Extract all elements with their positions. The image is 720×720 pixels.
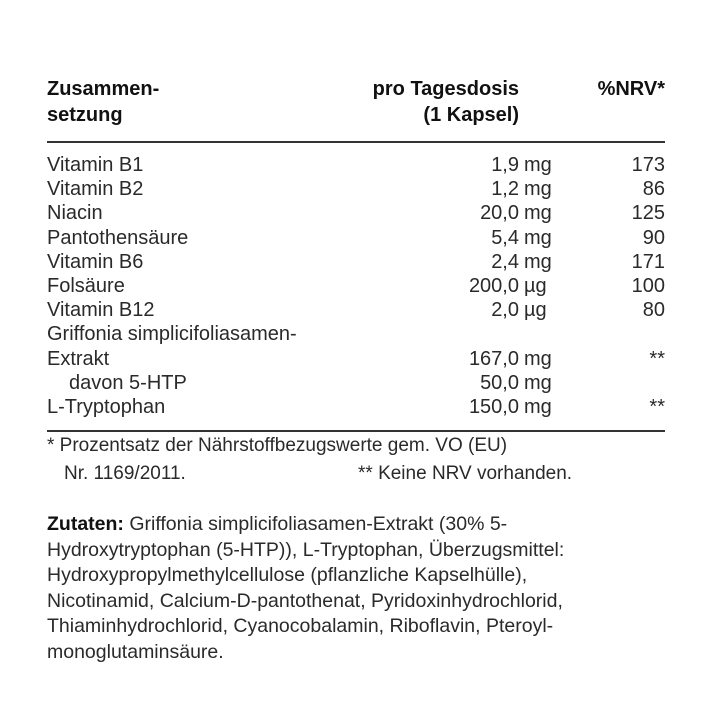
ingredients-line5: Thiaminhydrochlorid, Cyanocobalamin, Riboflavin, Pteroyl- [47,615,554,637]
table-row [47,201,667,225]
nutrient-name: Griffonia simplicifoliasamen- [47,323,297,346]
footnote-no-nrv: ** Keine NRV vorhanden. [358,463,573,484]
nutrient-unit: mg [524,154,552,176]
nutrient-unit: mg [524,347,552,370]
table-row [47,226,667,250]
nutrient-name: Folsäure [47,274,125,297]
nutrient-dose: 167,0 [468,347,519,370]
nutrient-name: Vitamin B12 [47,299,155,322]
ingredients-text-1: Griffonia simplicifoliasamen-Extrakt (30% 5- [123,513,508,535]
ingredients-block [47,512,687,665]
table-row [47,298,667,322]
nutrient-dose: 20,0 [480,202,519,225]
nutrient-nrv: 86 [642,178,665,201]
nutrient-name: Extrakt [47,347,110,370]
nutrient-unit: mg [524,202,552,225]
nutrient-unit: µg [524,274,547,297]
table-row [47,371,667,395]
nutrient-nrv: 80 [642,299,665,322]
nutrient-name: Niacin [47,202,103,225]
header-dose [300,76,519,128]
ingredients-line6: monoglutaminsäure. [47,640,224,663]
nutrient-table [47,153,667,419]
nutrient-nrv: 90 [642,226,665,249]
nutrient-nrv: 100 [631,274,665,297]
nutrient-name: Vitamin B1 [47,154,144,176]
nutrient-unit: mg [524,178,552,201]
nutrient-dose: 2,4 [491,250,519,273]
nutrient-nrv: 125 [631,202,665,225]
nutrient-name: Vitamin B2 [47,178,144,201]
table-row [47,177,667,201]
nutrient-unit: mg [524,250,552,273]
nutrient-name: Vitamin B6 [47,250,144,273]
table-row [47,347,667,371]
table-row [47,250,667,274]
table-row [47,274,667,298]
nutrient-unit: mg [524,395,552,418]
nutrient-name: davon 5-HTP [69,371,187,394]
nutrient-name: Pantothensäure [47,226,189,249]
header-composition-line1: Zusammen- [47,78,160,100]
header-nrv: %NRV* [597,78,665,100]
nutrient-dose: 5,4 [491,226,519,249]
nutrient-nrv: 171 [631,250,665,273]
ingredients-line1 [47,512,687,538]
table-row [47,153,667,177]
ingredients-line2: Hydroxytryptophan (5-HTP)), L-Tryptophan, Überzugsmittel: [47,538,565,561]
nutrient-dose: 50,0 [480,371,519,394]
header-composition [47,76,159,128]
nutrient-dose: 1,9 [491,154,519,176]
header-divider [47,141,665,143]
header-composition-line2: setzung [47,104,123,126]
nutrient-unit: mg [524,226,552,249]
nutrient-unit: µg [524,299,547,322]
ingredients-line3: Hydroxypropylmethylcellulose (pflanzliche Kapselhülle), [47,564,528,586]
footnote-line2: Nr. 1169/2011. [64,463,186,484]
nutrient-dose: 1,2 [491,178,519,201]
nutrient-name: L-Tryptophan [47,395,166,418]
nutrient-dose: 2,0 [491,299,519,322]
header-dose-line1: pro Tagesdosis [372,78,519,100]
table-row [47,322,667,346]
nutrient-dose: 150,0 [468,395,519,418]
table-row [47,395,667,419]
nutrient-nrv: 173 [631,154,665,176]
nutrient-unit: mg [524,371,552,394]
nutrient-nrv: ** [649,347,665,370]
ingredients-label: Zutaten: [47,513,124,535]
nutrient-dose: 200,0 [468,274,519,297]
nutrient-nrv: ** [649,395,665,418]
footnote-line1: * Prozentsatz der Nährstoffbezugswerte gem. VO (EU) [47,435,508,456]
header-dose-line2: (1 Kapsel) [423,104,519,126]
ingredients-line4: Nicotinamid, Calcium-D-pantothenat, Pyridoxinhydrochlorid, [47,589,563,612]
